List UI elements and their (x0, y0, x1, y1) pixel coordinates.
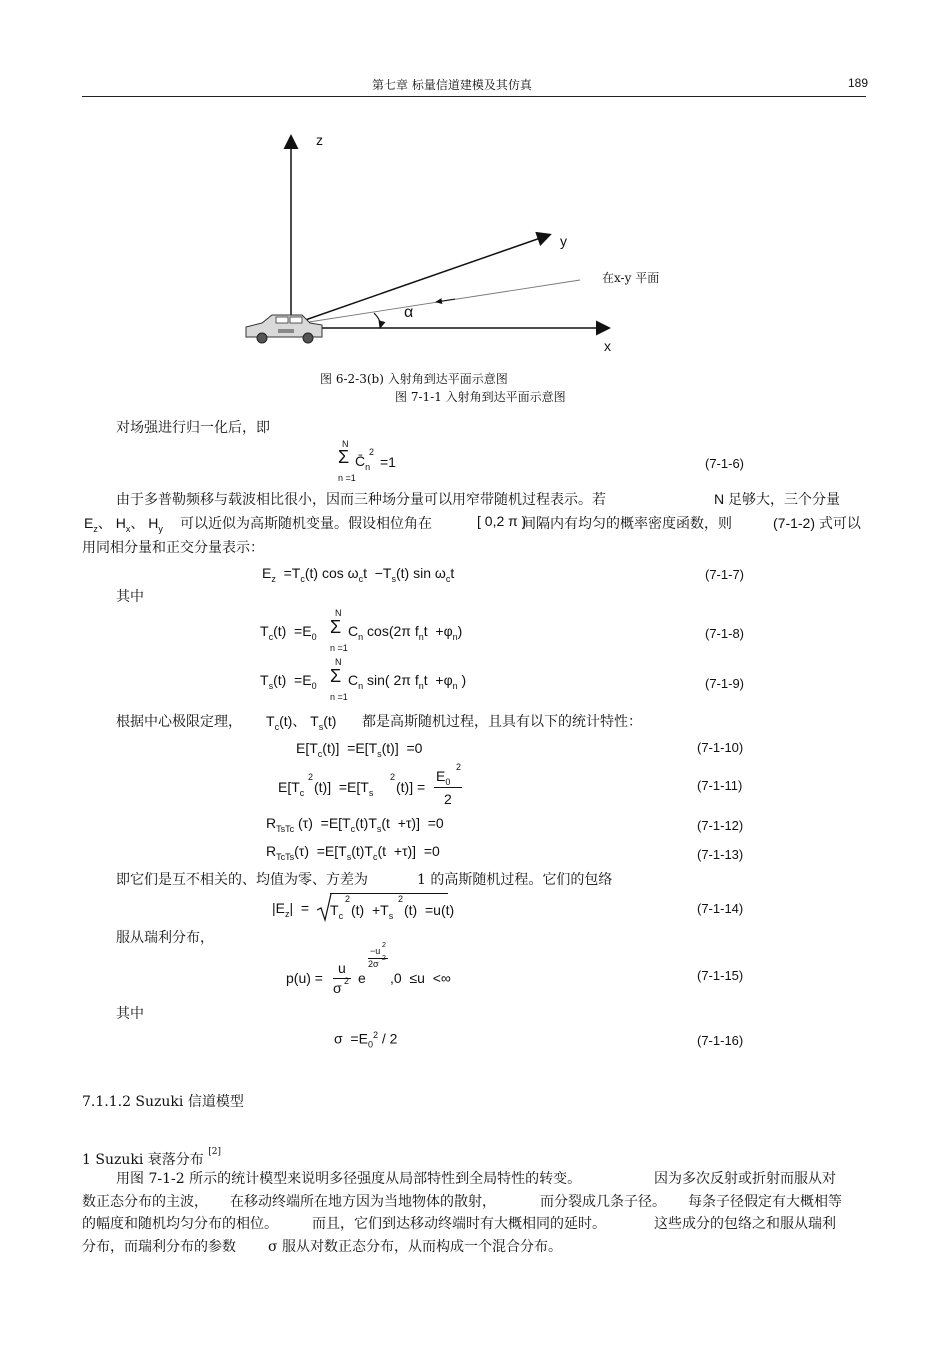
paragraph-clt-a: 根据中心极限定理， (116, 714, 242, 730)
equation-7-1-14: $|E_z|$ = $T_c$ 2 $(t) +T_s$ 2 (t) =u(t) (272, 894, 455, 921)
equation-7-1-16: $\sigma =E_0^2 / 2$ (334, 1030, 398, 1050)
paragraph-narrowband-d: 间隔内有均匀的概率密度函数，则 (522, 516, 732, 532)
figure-caption-old: 图 6-2-3(b) 入射角到达平面示意图 (320, 372, 508, 386)
equation-number: (7-1-14) (697, 901, 744, 916)
final-para-line2b: 在移动终端所在地方因为当地物体的散射， (230, 1194, 496, 1210)
equation-7-1-13: $R_{TcTs}(\tau) =E[T_s(t)T_c(t +\tau)] =0$ (266, 843, 440, 862)
equation-7-1-11: $E[T_c$ 2 $(t)] =E[T_s$ 2 (t)] = $E_0$ 2 2 (278, 762, 462, 807)
final-para-line1a: 用图 7-1-2 所示的统计模型来说明多径强度从局部特性到全局特性的转变。 (116, 1171, 582, 1187)
paragraph-normalization: 对场强进行归一化后，即 (116, 420, 270, 436)
label-where-2: 其中 (116, 1006, 144, 1022)
figure-caption: 图 7-1-1 入射角到达平面示意图 (395, 390, 566, 404)
paragraph-narrowband-f: 用同相分量和正交分量表示： (82, 540, 264, 556)
phase-interval: [ 0,2 π ) (477, 513, 527, 529)
final-para-line2a: 数正态分布的主波， (82, 1194, 208, 1210)
paragraph-narrowband-c: 可以近似为高斯随机变量。假设相位角在 (180, 516, 432, 532)
z-axis-label: z (316, 132, 323, 148)
page-number: 189 (848, 76, 869, 90)
equation-7-1-6: N Σ n =1 $C̄_n$ 2 =1 (338, 439, 396, 483)
equation-7-1-8: N $T_c(t) =E_0$ Σ n =1 $C_n$ cos(2π $f_nt +\varphi_n$) (260, 608, 463, 653)
final-para-line3b: 而且，它们到达移动终端时有大概相同的延时。 (312, 1216, 606, 1232)
subsection-title: 1 Suzuki 衰落分布 (82, 1152, 204, 1168)
field-components: $E_z$、 $H_x$、 $H_y$ (84, 515, 163, 534)
reference-marker: [2] (208, 1147, 221, 1158)
y-axis-label: y (560, 233, 567, 249)
figure-diagram (240, 125, 680, 365)
final-para-line1b: 因为多次反射或折射而服从对 (654, 1171, 836, 1187)
final-para-line3c: 这些成分的包络之和服从瑞利 (654, 1216, 836, 1232)
equation-number: (7-1-8) (705, 626, 745, 641)
label-where: 其中 (116, 589, 144, 605)
equation-7-1-10: $E[T_c(t)] =E[T_s(t)] =0$ (296, 740, 423, 759)
equation-number: (7-1-13) (697, 847, 744, 862)
equation-7-1-7: $E_z =T_c(t)$ $\cos \omega_ct -T_s(t)$ $\sin \omega_ct$ (262, 565, 455, 584)
paragraph-uncorrelated-b: 1 的高斯随机过程。它们的包络 (417, 872, 613, 888)
equation-number: (7-1-15) (697, 968, 744, 983)
equation-number: (7-1-9) (705, 676, 745, 691)
equation-number: (7-1-16) (697, 1033, 744, 1048)
equation-number: (7-1-10) (697, 740, 744, 755)
equation-number: (7-1-7) (705, 567, 745, 582)
final-para-line4b: σ 服从对数正态分布，从而构成一个混合分布。 (268, 1239, 563, 1255)
paragraph-narrowband-a: 由于多普勒频移与载波相比很小，因而三种场分量可以用窄带随机过程表示。若 (116, 492, 606, 508)
car-icon (246, 315, 322, 343)
y-axis (291, 235, 549, 325)
final-para-line3a: 的幅度和随机均匀分布的相位。 (82, 1216, 278, 1232)
paragraph-narrowband-b: N 足够大，三个分量 (714, 491, 840, 507)
chapter-header: 第七章 标量信道建模及其仿真 (372, 78, 532, 92)
incidence-angle-figure (240, 125, 680, 365)
subsection-heading (82, 1149, 221, 1169)
final-para-line2d: 每条子径假定有大概相等 (688, 1194, 842, 1210)
alpha-arc (374, 313, 380, 328)
section-heading: 7.1.1.2 Suzuki 信道模型 (82, 1094, 244, 1110)
clt-processes: $T_c(t)$、 $T_s(t)$ (266, 713, 337, 732)
header-rule (82, 96, 866, 97)
equation-7-1-9: N $T_s(t) =E_0$ Σ n =1 $C_n$ sin( 2π $f_nt +\varphi_n$ ) (260, 657, 467, 702)
final-para-line4a: 分布，而瑞利分布的参数 (82, 1239, 236, 1255)
plane-label: 在x-y 平面 (602, 271, 660, 285)
paragraph-rayleigh: 服从瑞利分布， (116, 930, 214, 946)
final-para-line2c: 而分裂成几条子径。 (540, 1194, 666, 1210)
equation-number: (7-1-11) (697, 778, 743, 793)
alpha-label: α (404, 304, 414, 321)
paragraph-uncorrelated-a: 即它们是互不相关的、均值为零、方差为 (116, 872, 368, 888)
equation-number: (7-1-12) (697, 818, 744, 833)
equation-number: (7-1-6) (705, 456, 745, 471)
paragraph-clt-b: 都是高斯随机过程，且具有以下的统计特性： (362, 714, 642, 730)
x-axis-label: x (604, 338, 611, 354)
equation-7-1-12: $R_{TsTc}$ $(\tau) =E[T_c(t)T_s(t +\tau)] =0$ (266, 815, 444, 834)
paragraph-narrowband-e: (7-1-2) 式可以 (773, 515, 861, 531)
equation-7-1-15: p(u) = u σ 2 e −u 2 2σ 2 ,0 ≤u <∞ (286, 942, 451, 996)
